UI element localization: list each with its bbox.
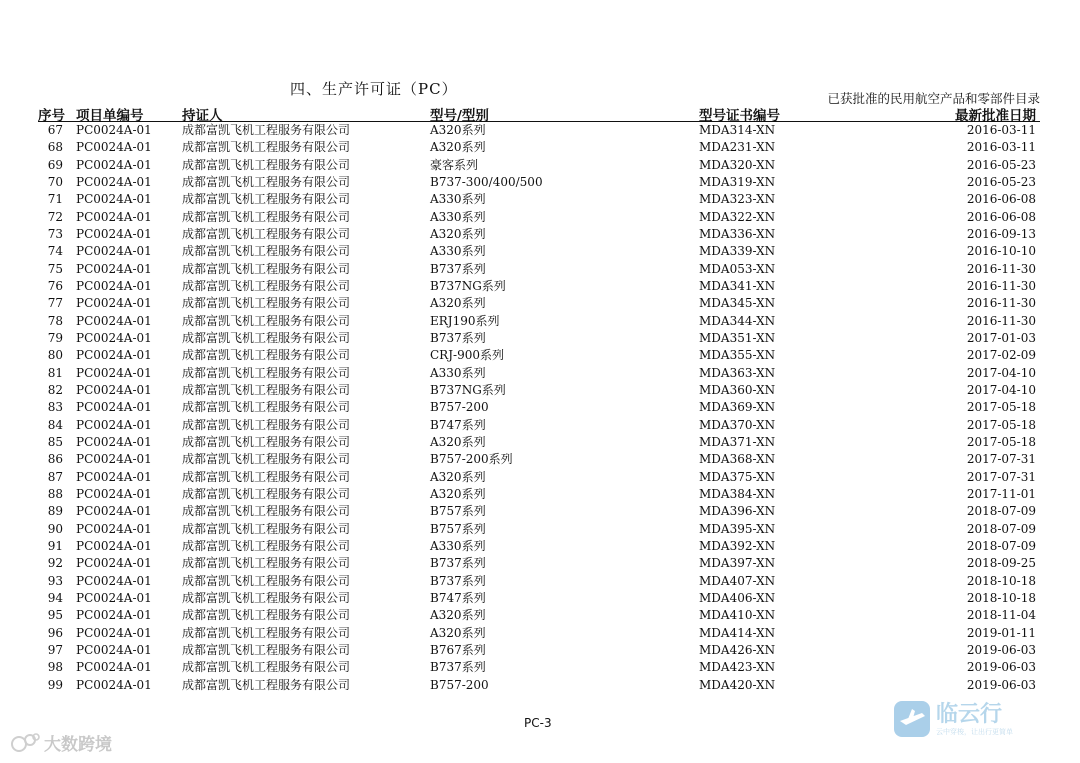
cell-date: 2016-06-08: [966, 192, 1036, 207]
table-row: [38, 278, 1040, 295]
table-row: [38, 538, 1040, 555]
cell-holder: 成都富凯飞机工程服务有限公司: [182, 123, 351, 137]
col-header-date: 最新批准日期: [955, 108, 1036, 124]
table-row: [38, 399, 1040, 416]
table-row: [38, 330, 1040, 347]
cell-holder: 成都富凯飞机工程服务有限公司: [182, 278, 351, 293]
cell-model: B737系列: [430, 573, 486, 588]
cell-cert: MDA231-XN: [699, 140, 776, 155]
cell-model: B757-200系列: [430, 452, 513, 467]
certificate-table: [38, 104, 1040, 694]
cell-holder: 成都富凯飞机工程服务有限公司: [182, 174, 351, 189]
cell-date: 2017-05-18: [966, 417, 1036, 432]
table-row: [38, 555, 1040, 572]
cell-date: 2017-07-31: [966, 452, 1036, 467]
table-row: [38, 659, 1040, 676]
cell-cert: MDA363-XN: [699, 365, 776, 380]
cell-holder: 成都富凯飞机工程服务有限公司: [182, 573, 351, 588]
cell-project: PC0024A-01: [76, 660, 152, 675]
cell-holder: 成都富凯飞机工程服务有限公司: [182, 642, 351, 657]
cell-model: A330系列: [430, 365, 486, 380]
col-header-holder: 持证人: [182, 108, 223, 124]
cell-seq: 78: [47, 313, 63, 328]
cell-project: PC0024A-01: [76, 590, 152, 605]
table-row: [38, 625, 1040, 642]
table-row: [38, 347, 1040, 364]
cell-project: PC0024A-01: [76, 330, 152, 345]
table-row: [38, 503, 1040, 520]
cell-holder: 成都富凯飞机工程服务有限公司: [182, 660, 351, 675]
cell-cert: MDA423-XN: [699, 660, 776, 675]
table-header: [38, 104, 1040, 122]
cell-holder: 成都富凯飞机工程服务有限公司: [182, 365, 351, 380]
cell-project: PC0024A-01: [76, 556, 152, 571]
cell-model: B737NG系列: [430, 278, 506, 293]
table-row: [38, 451, 1040, 468]
cell-date: 2018-07-09: [966, 538, 1036, 553]
cell-project: PC0024A-01: [76, 157, 152, 172]
watermark-left: [10, 730, 112, 755]
cell-model: B757-200: [430, 400, 489, 415]
cell-cert: MDA397-XN: [699, 556, 776, 571]
cell-cert: MDA371-XN: [699, 434, 776, 449]
cell-cert: MDA368-XN: [699, 452, 776, 467]
cell-date: 2018-11-04: [966, 608, 1036, 623]
cell-holder: 成都富凯飞机工程服务有限公司: [182, 209, 351, 224]
cell-project: PC0024A-01: [76, 123, 152, 137]
cell-date: 2017-05-18: [966, 434, 1036, 449]
cell-seq: 92: [47, 556, 63, 571]
col-header-cert: 型号证书编号: [699, 108, 780, 124]
cell-date: 2016-05-23: [966, 174, 1036, 189]
cell-cert: MDA341-XN: [699, 278, 776, 293]
cell-date: 2016-03-11: [966, 123, 1036, 137]
cell-date: 2016-03-11: [966, 140, 1036, 155]
cell-date: 2016-11-30: [966, 313, 1036, 328]
cell-holder: 成都富凯飞机工程服务有限公司: [182, 140, 351, 155]
cell-project: PC0024A-01: [76, 625, 152, 640]
cell-holder: 成都富凯飞机工程服务有限公司: [182, 296, 351, 311]
cell-model: 豪客系列: [430, 157, 479, 172]
page-number: PC-3: [524, 716, 552, 730]
cell-project: PC0024A-01: [76, 573, 152, 588]
cell-cert: MDA344-XN: [699, 313, 776, 328]
watermark-logo-icon: [10, 731, 40, 755]
cell-project: PC0024A-01: [76, 209, 152, 224]
table-row: [38, 122, 1040, 139]
cell-project: PC0024A-01: [76, 192, 152, 207]
cell-cert: MDA410-XN: [699, 608, 776, 623]
cell-date: 2016-11-30: [966, 296, 1036, 311]
cell-seq: 89: [47, 504, 63, 519]
cell-seq: 71: [47, 192, 63, 207]
cell-cert: MDA355-XN: [699, 348, 776, 363]
cell-model: B737系列: [430, 261, 486, 276]
cell-date: 2018-09-25: [966, 556, 1036, 571]
cell-date: 2017-05-18: [966, 400, 1036, 415]
cell-holder: 成都富凯飞机工程服务有限公司: [182, 348, 351, 363]
cell-project: PC0024A-01: [76, 226, 152, 241]
col-header-project: 项目单编号: [76, 108, 144, 124]
cell-holder: 成都富凯飞机工程服务有限公司: [182, 556, 351, 571]
cell-model: B737系列: [430, 660, 486, 675]
cell-cert: MDA396-XN: [699, 504, 776, 519]
cell-holder: 成都富凯飞机工程服务有限公司: [182, 244, 351, 259]
table-row: [38, 642, 1040, 659]
cell-seq: 99: [47, 677, 63, 692]
cell-cert: MDA392-XN: [699, 538, 776, 553]
cell-project: PC0024A-01: [76, 365, 152, 380]
table-row: [38, 226, 1040, 243]
section-title: 四、生产许可证（PC）: [290, 80, 458, 98]
cell-date: 2016-11-30: [966, 261, 1036, 276]
cell-seq: 74: [47, 244, 63, 259]
cell-project: PC0024A-01: [76, 434, 152, 449]
watermark-right-tagline: 云中穿梭，让出行更简单: [936, 728, 1013, 736]
cell-seq: 85: [47, 434, 63, 449]
cell-seq: 93: [47, 573, 63, 588]
cell-model: CRJ-900系列: [430, 348, 504, 363]
cell-project: PC0024A-01: [76, 400, 152, 415]
cell-holder: 成都富凯飞机工程服务有限公司: [182, 469, 351, 484]
cell-holder: 成都富凯飞机工程服务有限公司: [182, 330, 351, 345]
cell-model: B767系列: [430, 642, 486, 657]
cell-seq: 98: [47, 660, 63, 675]
cell-cert: MDA323-XN: [699, 192, 776, 207]
cell-seq: 83: [47, 400, 63, 415]
airplane-logo-icon: [892, 699, 932, 739]
cell-date: 2017-04-10: [966, 365, 1036, 380]
table-row: [38, 313, 1040, 330]
table-row: [38, 157, 1040, 174]
cell-project: PC0024A-01: [76, 469, 152, 484]
cell-seq: 82: [47, 382, 63, 397]
cell-cert: MDA406-XN: [699, 590, 776, 605]
table-row: [38, 243, 1040, 260]
cell-holder: 成都富凯飞机工程服务有限公司: [182, 608, 351, 623]
cell-date: 2018-07-09: [966, 521, 1036, 536]
cell-cert: MDA053-XN: [699, 261, 776, 276]
cell-seq: 88: [47, 486, 63, 501]
cell-model: A330系列: [430, 244, 486, 259]
cell-date: 2019-06-03: [966, 677, 1036, 692]
cell-seq: 73: [47, 226, 63, 241]
cell-project: PC0024A-01: [76, 140, 152, 155]
cell-model: A320系列: [430, 608, 486, 623]
table-row: [38, 295, 1040, 312]
cell-holder: 成都富凯飞机工程服务有限公司: [182, 313, 351, 328]
table-row: [38, 417, 1040, 434]
watermark-right: [892, 695, 1032, 743]
cell-project: PC0024A-01: [76, 504, 152, 519]
cell-date: 2016-09-13: [966, 226, 1036, 241]
cell-seq: 91: [47, 538, 63, 553]
cell-date: 2019-06-03: [966, 642, 1036, 657]
cell-project: PC0024A-01: [76, 382, 152, 397]
cell-seq: 79: [47, 330, 63, 345]
cell-model: A330系列: [430, 209, 486, 224]
cell-seq: 77: [47, 296, 63, 311]
cell-project: PC0024A-01: [76, 608, 152, 623]
cell-project: PC0024A-01: [76, 677, 152, 692]
cell-seq: 96: [47, 625, 63, 640]
cell-model: A320系列: [430, 123, 486, 137]
cell-project: PC0024A-01: [76, 348, 152, 363]
cell-cert: MDA426-XN: [699, 642, 776, 657]
cell-holder: 成都富凯飞机工程服务有限公司: [182, 538, 351, 553]
table-row: [38, 434, 1040, 451]
cell-project: PC0024A-01: [76, 244, 152, 259]
cell-holder: 成都富凯飞机工程服务有限公司: [182, 452, 351, 467]
cell-holder: 成都富凯飞机工程服务有限公司: [182, 590, 351, 605]
cell-model: B737系列: [430, 330, 486, 345]
cell-date: 2017-07-31: [966, 469, 1036, 484]
cell-model: A320系列: [430, 226, 486, 241]
cell-model: A330系列: [430, 192, 486, 207]
cell-seq: 72: [47, 209, 63, 224]
cell-holder: 成都富凯飞机工程服务有限公司: [182, 486, 351, 501]
cell-date: 2016-05-23: [966, 157, 1036, 172]
cell-seq: 87: [47, 469, 63, 484]
cell-model: A330系列: [430, 538, 486, 553]
cell-cert: MDA414-XN: [699, 625, 776, 640]
cell-project: PC0024A-01: [76, 417, 152, 432]
cell-seq: 80: [47, 348, 63, 363]
cell-seq: 94: [47, 590, 63, 605]
cell-holder: 成都富凯飞机工程服务有限公司: [182, 382, 351, 397]
cell-cert: MDA384-XN: [699, 486, 776, 501]
cell-holder: 成都富凯飞机工程服务有限公司: [182, 157, 351, 172]
cell-date: 2017-04-10: [966, 382, 1036, 397]
cell-holder: 成都富凯飞机工程服务有限公司: [182, 521, 351, 536]
table-row: [38, 191, 1040, 208]
table-row: [38, 677, 1040, 694]
cell-seq: 75: [47, 261, 63, 276]
cell-holder: 成都富凯飞机工程服务有限公司: [182, 192, 351, 207]
cell-cert: MDA360-XN: [699, 382, 776, 397]
cell-cert: MDA395-XN: [699, 521, 776, 536]
cell-project: PC0024A-01: [76, 486, 152, 501]
cell-project: PC0024A-01: [76, 174, 152, 189]
cell-cert: MDA320-XN: [699, 157, 776, 172]
cell-model: B737-300/400/500: [430, 174, 543, 189]
cell-model: B757-200: [430, 677, 489, 692]
cell-cert: MDA351-XN: [699, 330, 776, 345]
cell-seq: 86: [47, 452, 63, 467]
cell-seq: 95: [47, 608, 63, 623]
cell-cert: MDA345-XN: [699, 296, 776, 311]
cell-cert: MDA336-XN: [699, 226, 776, 241]
cell-cert: MDA322-XN: [699, 209, 776, 224]
cell-model: B747系列: [430, 417, 486, 432]
cell-project: PC0024A-01: [76, 313, 152, 328]
table-row: [38, 174, 1040, 191]
cell-date: 2017-02-09: [966, 348, 1036, 363]
cell-holder: 成都富凯飞机工程服务有限公司: [182, 261, 351, 276]
cell-seq: 97: [47, 642, 63, 657]
catalog-caption: 已获批准的民用航空产品和零部件目录: [827, 91, 1040, 106]
cell-project: PC0024A-01: [76, 521, 152, 536]
cell-seq: 67: [47, 123, 63, 137]
cell-cert: MDA420-XN: [699, 677, 776, 692]
table-row: [38, 607, 1040, 624]
col-header-seq: 序号: [38, 108, 65, 124]
cell-date: 2018-10-18: [966, 590, 1036, 605]
cell-model: B757系列: [430, 504, 486, 519]
cell-seq: 76: [47, 278, 63, 293]
cell-date: 2018-07-09: [966, 504, 1036, 519]
cell-date: 2019-06-03: [966, 660, 1036, 675]
cell-model: A320系列: [430, 486, 486, 501]
cell-model: A320系列: [430, 625, 486, 640]
table-row: [38, 469, 1040, 486]
cell-date: 2016-10-10: [966, 244, 1036, 259]
cell-seq: 90: [47, 521, 63, 536]
table-row: [38, 209, 1040, 226]
watermark-right-brand: 临云行: [936, 702, 1003, 727]
cell-date: 2017-11-01: [966, 486, 1036, 501]
cell-date: 2017-01-03: [966, 330, 1036, 345]
cell-date: 2019-01-11: [966, 625, 1036, 640]
table-row: [38, 382, 1040, 399]
cell-holder: 成都富凯飞机工程服务有限公司: [182, 226, 351, 241]
cell-holder: 成都富凯飞机工程服务有限公司: [182, 625, 351, 640]
table-row: [38, 486, 1040, 503]
cell-seq: 69: [47, 157, 63, 172]
cell-seq: 68: [47, 140, 63, 155]
cell-model: ERJ190系列: [430, 313, 500, 328]
cell-cert: MDA370-XN: [699, 417, 776, 432]
cell-model: A320系列: [430, 434, 486, 449]
cell-cert: MDA314-XN: [699, 123, 776, 137]
cell-cert: MDA319-XN: [699, 174, 776, 189]
cell-holder: 成都富凯飞机工程服务有限公司: [182, 400, 351, 415]
cell-holder: 成都富凯飞机工程服务有限公司: [182, 434, 351, 449]
table-row: [38, 590, 1040, 607]
table-row: [38, 139, 1040, 156]
cell-seq: 70: [47, 174, 63, 189]
cell-seq: 81: [47, 365, 63, 380]
table-row: [38, 521, 1040, 538]
cell-seq: 84: [47, 417, 63, 432]
cell-holder: 成都富凯飞机工程服务有限公司: [182, 417, 351, 432]
cell-model: B737系列: [430, 556, 486, 571]
cell-cert: MDA407-XN: [699, 573, 776, 588]
cell-date: 2016-06-08: [966, 209, 1036, 224]
cell-date: 2016-11-30: [966, 278, 1036, 293]
col-header-model: 型号/型别: [430, 108, 489, 124]
cell-model: A320系列: [430, 140, 486, 155]
cell-project: PC0024A-01: [76, 642, 152, 657]
cell-model: B737NG系列: [430, 382, 506, 397]
cell-cert: MDA369-XN: [699, 400, 776, 415]
cell-model: A320系列: [430, 469, 486, 484]
cell-model: A320系列: [430, 296, 486, 311]
table-row: [38, 365, 1040, 382]
cell-project: PC0024A-01: [76, 296, 152, 311]
cell-model: B757系列: [430, 521, 486, 536]
cell-holder: 成都富凯飞机工程服务有限公司: [182, 677, 351, 692]
cell-project: PC0024A-01: [76, 538, 152, 553]
cell-model: B747系列: [430, 590, 486, 605]
cell-cert: MDA375-XN: [699, 469, 776, 484]
table-body: [38, 122, 1040, 694]
cell-project: PC0024A-01: [76, 261, 152, 276]
cell-date: 2018-10-18: [966, 573, 1036, 588]
cell-cert: MDA339-XN: [699, 244, 776, 259]
cell-project: PC0024A-01: [76, 278, 152, 293]
cell-holder: 成都富凯飞机工程服务有限公司: [182, 504, 351, 519]
table-row: [38, 573, 1040, 590]
watermark-left-text: 大数跨境: [44, 735, 112, 755]
table-row: [38, 261, 1040, 278]
cell-project: PC0024A-01: [76, 452, 152, 467]
